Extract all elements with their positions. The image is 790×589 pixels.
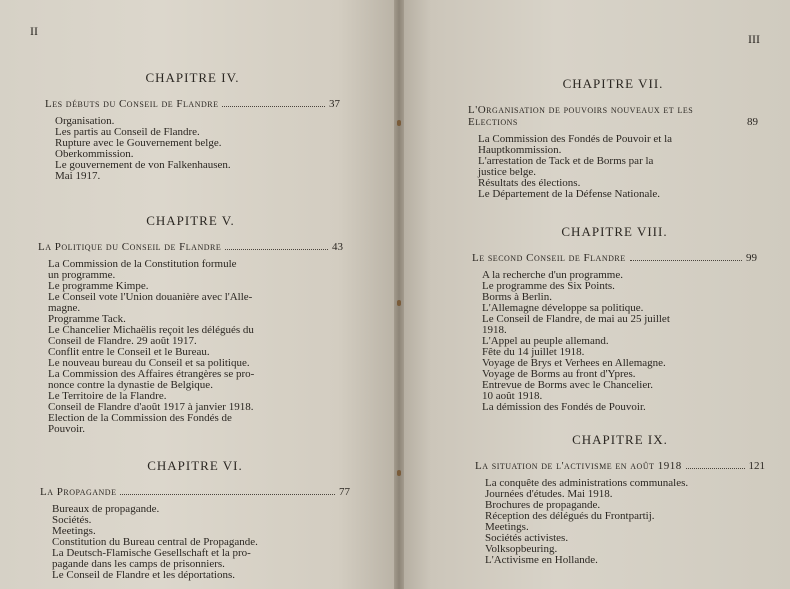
subtopic-item: Résultats des élections.	[478, 177, 581, 189]
subtopic-item: magne.	[48, 302, 81, 314]
subtopic-item: un programme.	[48, 269, 116, 281]
subtopic-item: 10 août 1918.	[482, 390, 543, 402]
toc-entry-page: 37	[329, 98, 340, 110]
toc-entry-title: L'Organisation de pouvoirs nouveaux et les Elections	[468, 104, 694, 128]
subtopic-item: La Commission des Fondés de Pouvoir et la	[478, 133, 673, 145]
toc-entry[interactable]	[468, 104, 758, 128]
toc-entry-title: Le second Conseil de Flandre	[472, 252, 626, 264]
subtopic-item: Le programme Kimpe.	[48, 280, 149, 292]
chapter-heading: CHAPITRE V.	[146, 213, 235, 228]
subtopic-item: Meetings.	[52, 525, 96, 537]
subtopic-item: Sociétés activistes.	[485, 532, 569, 544]
subtopic-item: Fête du 14 juillet 1918.	[482, 346, 585, 358]
toc-entry-page: 121	[748, 460, 765, 472]
subtopic-item: La Deutsch-Flamische Gesellschaft et la pro-	[52, 547, 251, 559]
toc-entry-title: La situation de l'activisme en août 1918	[475, 460, 682, 472]
subtopic-item: L'Allemagne développe sa politique.	[482, 302, 644, 314]
toc-entry[interactable]	[472, 252, 757, 264]
chapter-section	[45, 70, 340, 182]
toc-entry-title: La Propagande	[40, 486, 117, 498]
toc-entry-title: Les débuts du Conseil de Flandre	[45, 98, 219, 110]
subtopic-item: L'arrestation de Tack et de Borms par la	[478, 155, 654, 167]
subtopic-item: Conflit entre le Conseil et le Bureau.	[48, 346, 210, 358]
subtopic-list	[45, 116, 340, 182]
subtopic-item: Brochures de propagande.	[485, 499, 601, 511]
subtopic-item: Sociétés.	[52, 514, 92, 526]
subtopic-item: Le Conseil vote l'Union douanière avec l'Alle-	[48, 291, 253, 303]
toc-entry-title: La Politique du Conseil de Flandre	[38, 241, 222, 253]
subtopic-item: Le Conseil de Flandre, de mai au 25 juillet	[482, 313, 670, 325]
toc-entry-page: 43	[332, 241, 343, 253]
subtopic-item: L'Activisme en Hollande.	[485, 554, 598, 566]
subtopic-item: Conseil de Flandre d'août 1917 à janvier 1918.	[48, 401, 254, 413]
subtopic-item: Le nouveau bureau du Conseil et sa politique.	[48, 357, 250, 369]
chapter-heading: CHAPITRE IV.	[145, 70, 240, 85]
dot-leader	[225, 249, 328, 250]
subtopic-list	[472, 270, 757, 413]
toc-entry-page: 89	[747, 116, 758, 128]
toc-entry[interactable]	[38, 241, 343, 253]
subtopic-item: La Commission de la Constitution formule	[48, 258, 237, 270]
subtopic-item: Le Chancelier Michaëlis reçoit les délégués du	[48, 324, 254, 336]
subtopic-item: pagande dans les camps de prisonniers.	[52, 558, 225, 570]
book-gutter	[394, 0, 404, 589]
subtopic-list	[38, 259, 343, 435]
dot-leader	[630, 260, 742, 261]
subtopic-item: Voyage de Borms au front d'Ypres.	[482, 368, 636, 380]
subtopic-item: Voyage de Brys et Verhees en Allemagne.	[482, 357, 666, 369]
toc-entry[interactable]	[45, 98, 340, 110]
subtopic-item: Borms à Berlin.	[482, 291, 552, 303]
subtopic-item: Les partis au Conseil de Flandre.	[55, 126, 200, 138]
toc-entry-page: 99	[746, 252, 757, 264]
toc-entry-page: 77	[339, 486, 350, 498]
subtopic-item: Bureaux de propagande.	[52, 503, 160, 515]
binding-stitch	[397, 120, 401, 126]
toc-entry[interactable]	[475, 460, 765, 472]
subtopic-item: La conquête des administrations communales.	[485, 477, 689, 489]
subtopic-item: Journées d'études. Mai 1918.	[485, 488, 613, 500]
subtopic-item: Meetings.	[485, 521, 529, 533]
dot-leader	[222, 106, 325, 107]
chapter-heading: CHAPITRE IX.	[572, 432, 668, 447]
dot-leader	[120, 494, 335, 495]
subtopic-item: Le Territoire de la Flandre.	[48, 390, 167, 402]
page-number-right: III	[748, 32, 760, 46]
subtopic-item: Mai 1917.	[55, 170, 101, 182]
chapter-section	[472, 224, 757, 413]
subtopic-item: 1918.	[482, 324, 507, 336]
subtopic-item: justice belge.	[478, 166, 537, 178]
subtopic-item: Hauptkommission.	[478, 144, 562, 156]
binding-stitch	[397, 300, 401, 306]
binding-stitch	[397, 470, 401, 476]
toc-entry[interactable]	[40, 486, 350, 498]
subtopic-item: Entrevue de Borms avec le Chancelier.	[482, 379, 654, 391]
subtopic-item: Le Département de la Défense Nationale.	[478, 188, 661, 200]
page-number-left: II	[30, 24, 38, 38]
subtopic-item: Pouvoir.	[48, 423, 85, 435]
dot-leader	[686, 468, 745, 469]
subtopic-item: Rupture avec le Gouvernement belge.	[55, 137, 222, 149]
chapter-section	[475, 432, 765, 566]
subtopic-item: Organisation.	[55, 115, 115, 127]
subtopic-list	[40, 504, 350, 581]
subtopic-item: Le Conseil de Flandre et les déportations.	[52, 569, 235, 581]
subtopic-list	[468, 134, 758, 200]
subtopic-item: Oberkommission.	[55, 148, 134, 160]
chapter-heading: CHAPITRE VI.	[147, 458, 243, 473]
subtopic-item: Constitution du Bureau central de Propagande.	[52, 536, 258, 548]
subtopic-item: Conseil de Flandre. 29 août 1917.	[48, 335, 197, 347]
subtopic-item: nonce contre la dynastie de Belgique.	[48, 379, 213, 391]
subtopic-item: L'Appel au peuple allemand.	[482, 335, 609, 347]
subtopic-item: Election de la Commission des Fondés de	[48, 412, 232, 424]
chapter-section	[468, 76, 758, 200]
subtopic-item: Réception des délégués du Frontpartij.	[485, 510, 655, 522]
subtopic-item: Programme Tack.	[48, 313, 126, 325]
subtopic-item: Le programme des Six Points.	[482, 280, 615, 292]
subtopic-item: Volksopbeuring.	[485, 543, 558, 555]
subtopic-item: A la recherche d'un programme.	[482, 269, 623, 281]
chapter-heading: CHAPITRE VIII.	[561, 224, 668, 239]
chapter-section	[38, 213, 343, 435]
subtopic-list	[475, 478, 765, 566]
subtopic-item: La Commission des Affaires étrangères se pro-	[48, 368, 255, 380]
chapter-heading: CHAPITRE VII.	[562, 76, 664, 91]
subtopic-item: La démission des Fondés de Pouvoir.	[482, 401, 646, 413]
chapter-section	[40, 458, 350, 581]
subtopic-item: Le gouvernement de von Falkenhausen.	[55, 159, 231, 171]
